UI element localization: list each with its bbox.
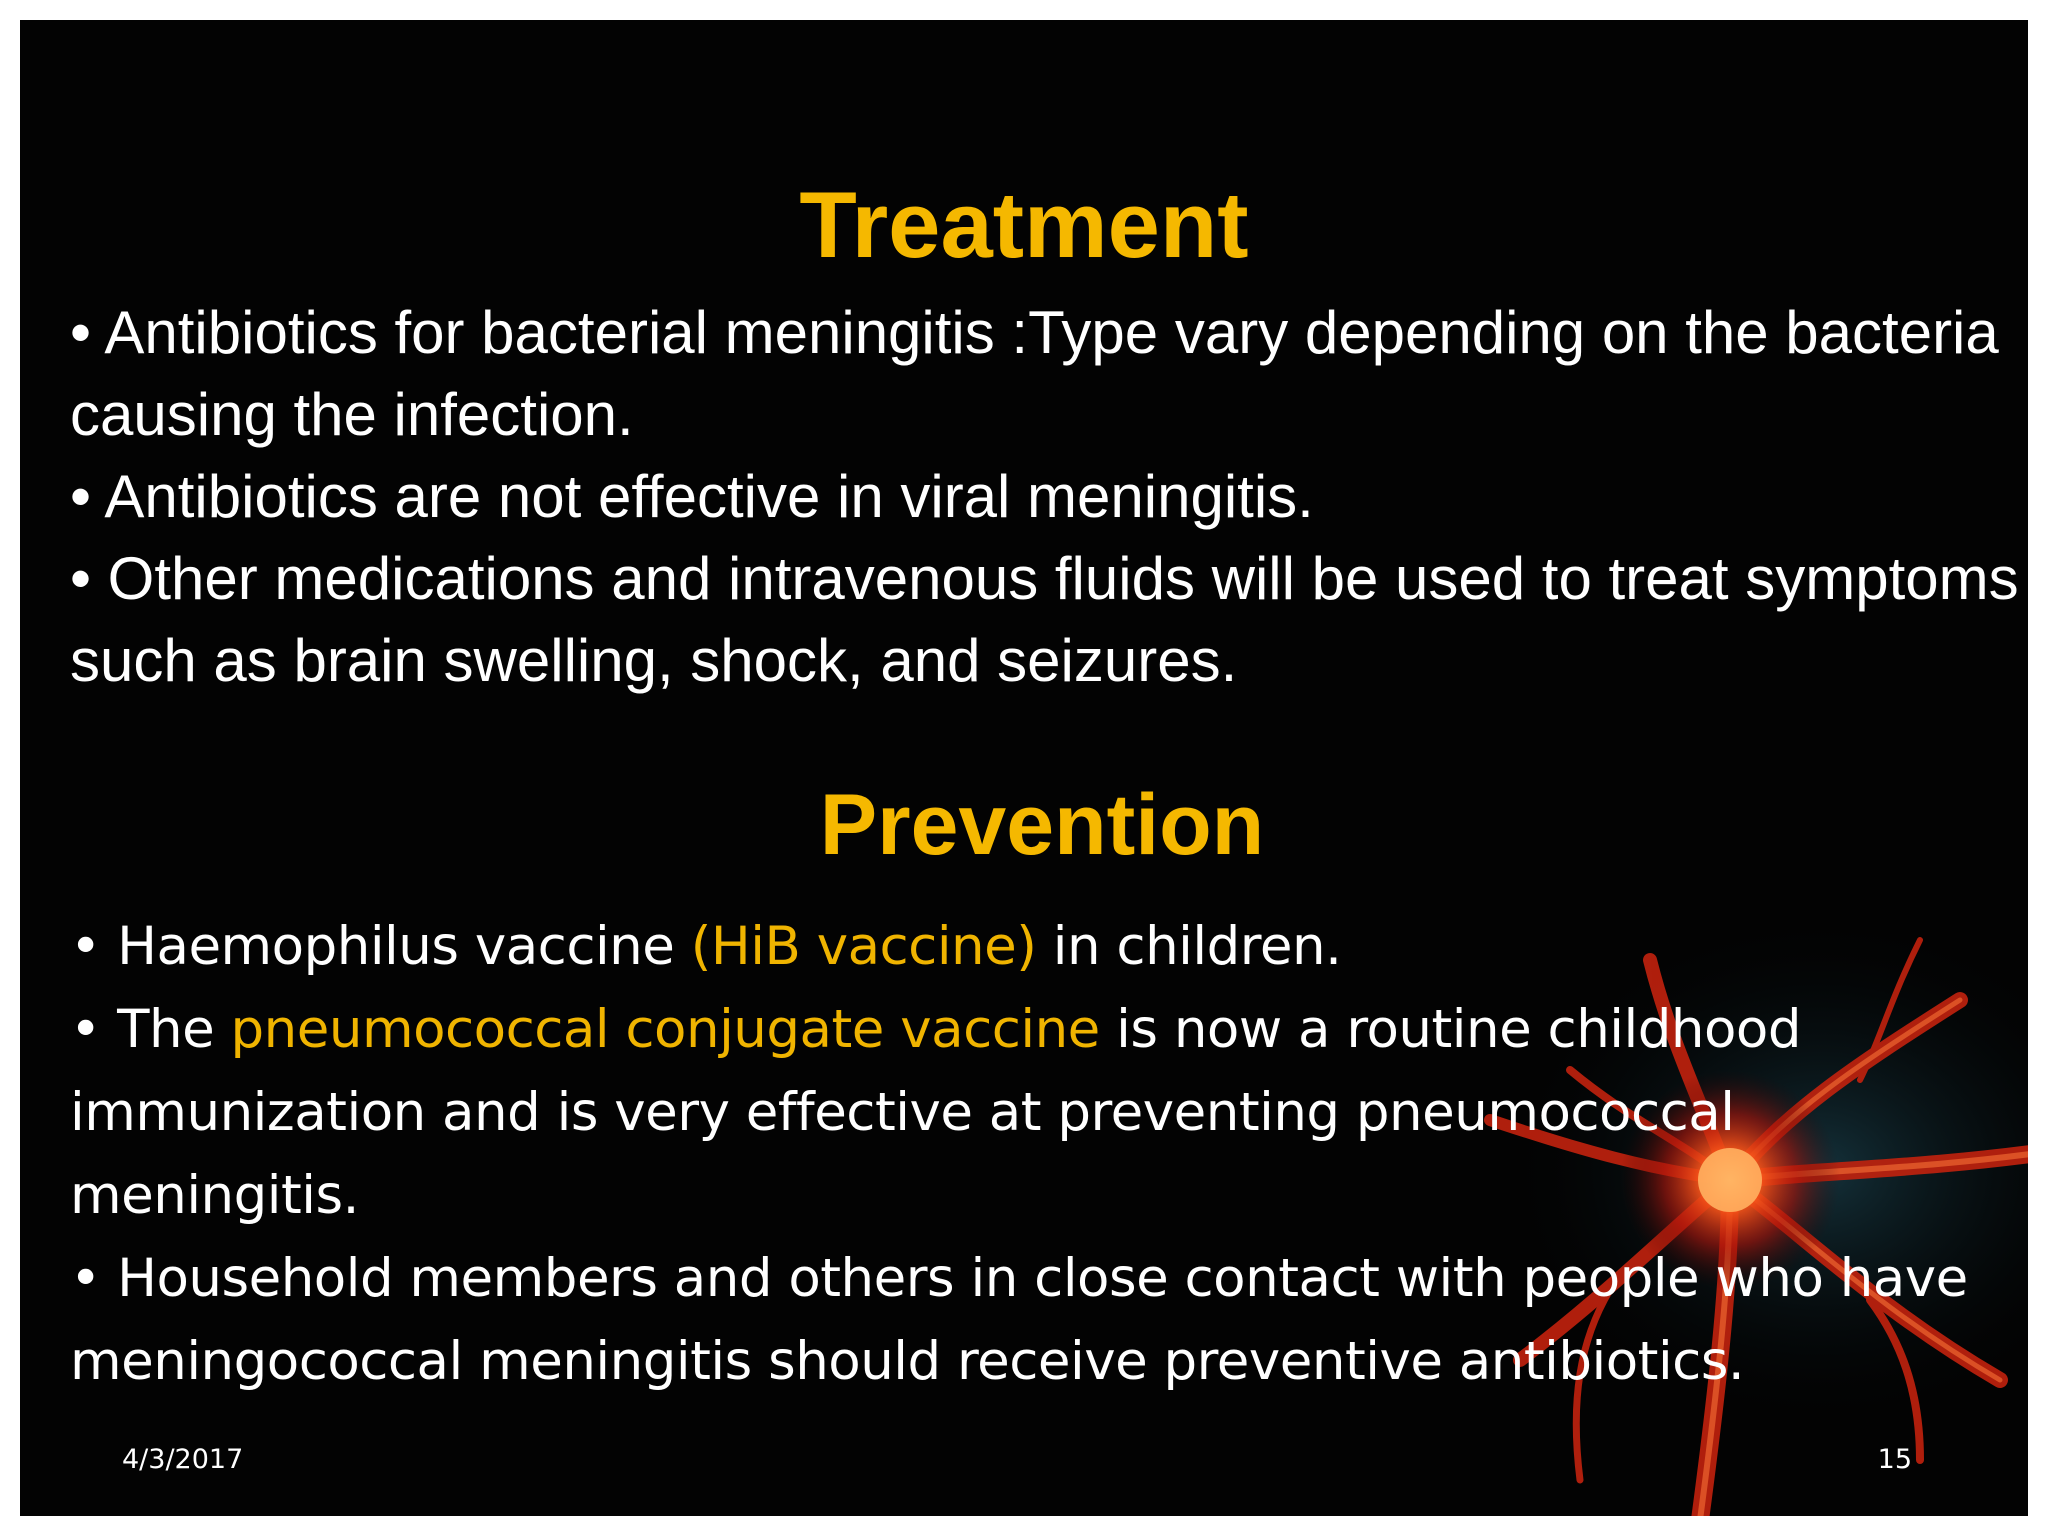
- prevention-bullet-1: [70, 905, 2020, 988]
- footer-date: 4/3/2017: [122, 1444, 244, 1475]
- bullet-marker: •: [70, 916, 118, 977]
- prevention-title: Prevention: [819, 777, 1265, 873]
- treatment-list: [70, 292, 2020, 702]
- slide-number: 15: [1877, 1444, 1912, 1475]
- bullet-text: Haemophilus vaccine: [117, 916, 691, 977]
- bullet-text: Household members and others in close contact with people who have meningococcal meningitis should receive preventive antibiotics.: [70, 1248, 1968, 1392]
- highlight-hib-vaccine: (HiB vaccine): [690, 916, 1037, 977]
- bullet-text: The: [117, 999, 231, 1060]
- prevention-list: [70, 905, 2020, 1403]
- bullet-marker: •: [70, 1248, 118, 1309]
- slide: [20, 20, 2028, 1516]
- treatment-bullet-3: • Other medications and intravenous fluids will be used to treat symptoms such as brain swelling, shock, and seizures.: [70, 545, 2019, 694]
- treatment-bullet-1: • Antibiotics for bacterial meningitis :Type vary depending on the bacteria causing the infection.: [70, 299, 1999, 448]
- treatment-bullet-2: • Antibiotics are not effective in viral meningitis.: [70, 463, 1314, 530]
- prevention-bullet-3: [70, 1237, 2020, 1403]
- highlight-pneumococcal-vaccine: pneumococcal conjugate vaccine: [230, 999, 1100, 1060]
- bullet-text: in children.: [1036, 916, 1342, 977]
- prevention-bullet-2: [70, 988, 2020, 1237]
- treatment-title: Treatment: [799, 172, 1249, 277]
- bullet-text: is now a routine childhood immunization and is very effective at preventing pneumococcal meningitis.: [70, 999, 1801, 1226]
- bullet-marker: •: [70, 999, 118, 1060]
